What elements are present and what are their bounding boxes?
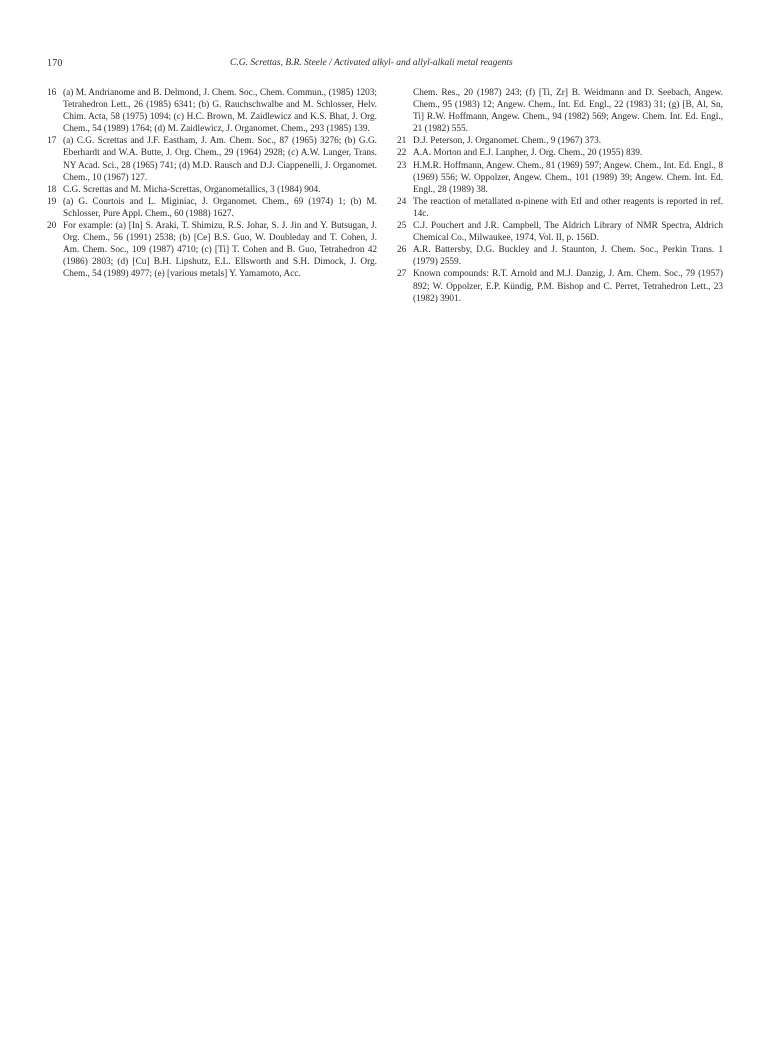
reference-number: 27 [397,269,407,280]
reference-27 [397,268,723,304]
reference-16 [47,87,377,135]
reference-number: 22 [397,148,407,159]
reference-22 [397,147,723,159]
reference-number: 19 [47,196,57,207]
references-right-column [397,87,723,305]
reference-number: 16 [47,88,57,98]
reference-text: (a) G. Courtois and L. Miginiac, J. Organomet. Chem., 69 (1974) 1; (b) M. Schlosser, Pure Appl. Chem., 60 (1988) 1627. [63,196,377,219]
running-head: C.G. Screttas, B.R. Steele / Activated alkyl- and allyl-alkali metal reagents [230,58,513,68]
reference-20-continued [397,87,723,135]
reference-number: 26 [397,245,407,256]
reference-text: Known compounds: R.T. Arnold and M.J. Danzig, J. Am. Chem. Soc., 79 (1957) 892; W. Oppolzer, E.P. Kündig, P.M. Bishop and C. Perret, Tetrahedron Lett., 23 (1982) 3901. [413,269,723,304]
reference-text: The reaction of metallated α-pinene with EtI and other reagents is reported in ref. 14c. [413,196,723,219]
reference-19 [47,196,377,220]
reference-text: (a) C.G. Screttas and J.F. Eastham, J. Am. Chem. Soc., 87 (1965) 3276; (b) G.G. Eberhardt and W.A. Butte, J. Org. Chem., 29 (1964) 2928; (c) A.W. Langer, Trans. NY Acad. Sci., 28 (1965) 741; (d) M.D. Rausch and D.J. Ciappenelli, J. Organomet. Chem., 10 (1967) 127. [63,136,377,183]
reference-24 [397,196,723,220]
reference-text: C.G. Screttas and M. Micha-Screttas, Organometallics, 3 (1984) 904. [63,184,321,195]
reference-number: 24 [397,196,407,207]
reference-number: 21 [397,136,407,147]
reference-21 [397,135,723,147]
references-left-column [47,87,377,281]
reference-text: D.J. Peterson, J. Organomet. Chem., 9 (1967) 373. [413,136,602,147]
reference-number: 23 [397,160,407,171]
reference-20 [47,220,377,280]
reference-text: (a) M. Andrianome and B. Delmond, J. Chem. Soc., Chem. Commun., (1985) 1203; Tetrahedron Lett., 26 (1985) 6341; (b) G. Rauchschwalbe and M. Schlosser, Helv. Chim. Acta, 58 (1975) 1094; (c) H.C. Brown, M. Zaidlewicz and K.S. Bhat, J. Org. Chem., 54 (1989) 1764; (d) M. Zaidlewicz, J. Organomet. Chem., 293 (1985) 139. [63,88,377,135]
reference-text: H.M.R. Hoffmann, Angew. Chem., 81 (1969) 597; Angew. Chem., Int. Ed. Engl., 8 (1969) 556; W. Oppolzer, Angew. Chem., 101 (1989) 39; Angew. Chem. Int. Ed. Engl., 28 (1989) 38. [413,160,723,195]
reference-number: 17 [47,136,57,147]
reference-17 [47,135,377,183]
reference-number: 25 [397,221,407,232]
reference-text: Chem. Res., 20 (1987) 243; (f) [Ti, Zr] B. Weidmann and D. Seebach, Angew. Chem., 95 (1983) 12; Angew. Chem., Int. Ed. Engl., 22 (1983) 31; (g) [B, Al, Sn, Ti] R.W. Hoffmann, Angew. Chem., 94 (1982) 569; Angew. Chem. Int. Ed. Engl., 21 (1982) 555. [413,88,723,135]
reference-18 [47,184,377,196]
reference-number: 20 [47,221,57,232]
reference-26 [397,244,723,268]
reference-23 [397,160,723,196]
reference-25 [397,220,723,244]
reference-text: C.J. Pouchert and J.R. Campbell, The Aldrich Library of NMR Spectra, Aldrich Chemical Co., Milwaukee, 1974, Vol. II, p. 156D. [413,221,723,244]
reference-text: A.R. Battersby, D.G. Buckley and J. Staunton, J. Chem. Soc., Perkin Trans. 1 (1979) 2559. [413,245,723,268]
reference-text: A.A. Morton and E.J. Lanpher, J. Org. Chem., 20 (1955) 839. [413,148,643,159]
page-number: 170 [47,58,63,69]
reference-number: 18 [47,184,57,195]
reference-text: For example: (a) [In] S. Araki, T. Shimizu, R.S. Johar, S. J. Jin and Y. Butsugan, J. Org. Chem., 56 (1991) 2538; (b) [Ce] B.S. Guo, W. Doubleday and T. Cohen, J. Am. Chem. Soc., 109 (1987) 4710; (c) [Ti] T. Cohen and B. Guo, Tetrahedron 42 (1986) 2803; (d) [Cu] B.H. Lipshutz, E.L. Ellsworth and S.H. Dimock, J. Org. Chem., 54 (1989) 4977; (e) [various metals] Y. Yamamoto, Acc. [63,221,377,280]
